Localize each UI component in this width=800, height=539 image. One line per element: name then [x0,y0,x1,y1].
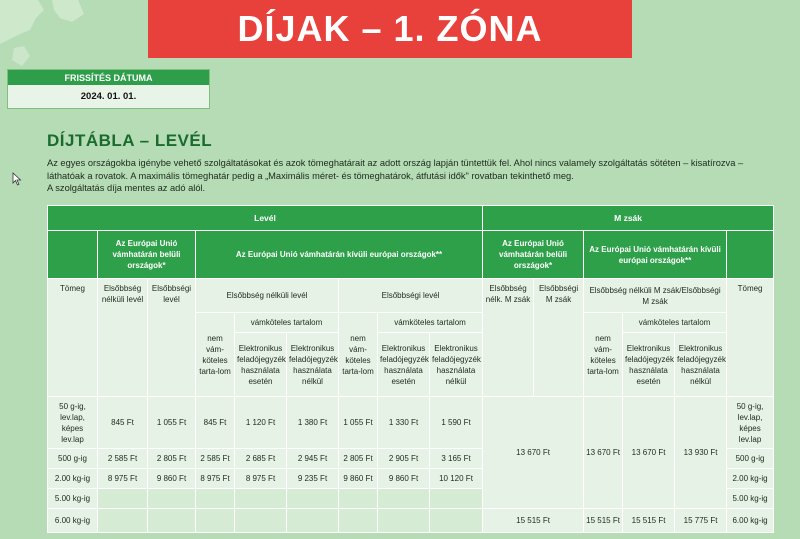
price-cell: 9 235 Ft [287,469,339,489]
price-cell: 845 Ft [196,397,235,449]
m-price-with-edoc-2: 15 515 Ft [623,509,675,533]
price-cell: 9 860 Ft [339,469,378,489]
page-title: DÍJAK – 1. ZÓNA [148,0,632,58]
header-m-eu-inner: Az Európai Unió vámhatárán belüli országok* [483,231,584,279]
empty-cell [196,489,235,509]
header-spacer [727,231,774,279]
price-cell: 1 330 Ft [378,397,430,449]
price-cell: 10 120 Ft [430,469,483,489]
group-priority: Elsőbbségi levél [339,279,483,313]
intro-line: Az egyes országokba igénybe vehető szolgáltatásokat és azok tömeghatárait az adott ország lapján tüntettük fel. Ahol nincs valamely szolgáltatás sötéten – kisatírozva – [47,158,744,168]
empty-cell [339,509,378,533]
price-cell: 2 585 Ft [98,449,148,469]
empty-cell [98,509,148,533]
m-price-noncustoms-1: 13 670 Ft [584,397,623,509]
col-non-customs: nem vám-köteles tarta-lom [584,313,623,397]
price-table [47,205,774,533]
world-map-decoration [0,0,110,70]
empty-cell [196,509,235,533]
price-cell: 8 975 Ft [235,469,287,489]
empty-cell [287,489,339,509]
price-cell: 1 055 Ft [339,397,378,449]
price-cell: 8 975 Ft [98,469,148,489]
header-eu-inner: Az Európai Unió vámhatárán belüli országok* [98,231,196,279]
price-cell: 2 805 Ft [339,449,378,469]
weight-cell: 50 g-ig, lev.lap, képes lev.lap [48,397,98,449]
empty-cell [287,509,339,533]
weight-cell-right: 5.00 kg-ig [727,489,774,509]
price-cell: 1 380 Ft [287,397,339,449]
mouse-pointer-icon [12,172,22,186]
col-non-customs: nem vám-köteles tarta-lom [339,313,378,397]
weight-cell: 6.00 kg-ig [48,509,98,533]
col-with-edoc: Elektronikus feladójegyzék használata esetén [378,333,430,397]
m-price-eu-2: 15 515 Ft [483,509,584,533]
empty-cell [98,489,148,509]
price-cell: 3 165 Ft [430,449,483,469]
empty-cell [235,489,287,509]
col-nonpriority: Elsőbbség nélküli levél [98,279,148,397]
price-cell: 1 120 Ft [235,397,287,449]
price-cell: 2 685 Ft [235,449,287,469]
update-date-value: 2024. 01. 01. [8,85,209,108]
col-m-priority: Elsőbbségi M zsák [534,279,584,397]
weight-cell: 500 g-ig [48,449,98,469]
header-spacer [48,231,98,279]
price-cell: 9 860 Ft [378,469,430,489]
section-title: DÍJTÁBLA – LEVÉL [47,131,213,150]
weight-cell-right: 2.00 kg-ig [727,469,774,489]
empty-cell [148,509,196,533]
m-price-eu-1: 13 670 Ft [483,397,584,509]
col-with-edoc: Elektronikus feladójegyzék használata esetén [235,333,287,397]
price-cell: 1 055 Ft [148,397,196,449]
header-m-eu-outer: Az Európai Unió vámhatárán kívüli európai országok** [584,231,727,279]
weight-cell: 2.00 kg-ig [48,469,98,489]
col-non-customs: nem vám-köteles tarta-lom [196,313,235,397]
col-m-nonpriority: Elsőbbség nélk. M zsák [483,279,534,397]
weight-cell-right: 500 g-ig [727,449,774,469]
price-cell: 2 585 Ft [196,449,235,469]
col-priority: Elsőbbségi levél [148,279,196,397]
weight-cell: 5.00 kg-ig [48,489,98,509]
header-m-bag: M zsák [483,206,774,231]
empty-cell [148,489,196,509]
intro-line: A szolgáltatás díja mentes az adó alól. [47,183,206,193]
group-customs: vámköteles tartalom [623,313,727,333]
price-cell: 2 805 Ft [148,449,196,469]
empty-cell [430,489,483,509]
price-cell: 1 590 Ft [430,397,483,449]
m-price-with-edoc-1: 13 670 Ft [623,397,675,509]
group-customs: vámköteles tartalom [378,313,483,333]
m-price-without-edoc-1: 13 930 Ft [675,397,727,509]
weight-cell-right: 6.00 kg-ig [727,509,774,533]
m-price-noncustoms-2: 15 515 Ft [584,509,623,533]
empty-cell [235,509,287,533]
col-weight-right: Tömeg [727,279,774,397]
intro-text [47,157,767,195]
empty-cell [378,489,430,509]
m-price-without-edoc-2: 15 775 Ft [675,509,727,533]
col-without-edoc: Elektronikus feladójegyzék használata nélkül [287,333,339,397]
weight-cell-right: 50 g-ig, lev.lap, képes lev.lap [727,397,774,449]
col-without-edoc: Elektronikus feladójegyzék használata nélkül [675,333,727,397]
price-cell: 9 860 Ft [148,469,196,489]
intro-line: láthatóak a rovatok. A maximális tömeghatár pedig a „Maximális méret- és tömeghatárok, átfutási idők" rovatban tekinthető meg. [47,170,574,181]
price-cell: 2 905 Ft [378,449,430,469]
group-customs: vámköteles tartalom [235,313,339,333]
header-letter: Levél [48,206,483,231]
empty-cell [339,489,378,509]
price-cell: 845 Ft [98,397,148,449]
price-cell: 2 945 Ft [287,449,339,469]
col-weight: Tömeg [48,279,98,397]
col-without-edoc: Elektronikus feladójegyzék használata nélkül [430,333,483,397]
empty-cell [378,509,430,533]
col-with-edoc: Elektronikus feladójegyzék használata esetén [623,333,675,397]
update-date-label: FRISSÍTÉS DÁTUMA [8,70,209,85]
header-eu-outer: Az Európai Unió vámhatárán kívüli európai országok** [196,231,483,279]
group-m-combined: Elsőbbség nélküli M zsák/Elsőbbségi M zsák [584,279,727,313]
update-date-box [7,69,210,109]
price-cell: 8 975 Ft [196,469,235,489]
empty-cell [430,509,483,533]
group-nonpriority: Elsőbbség nélküli levél [196,279,339,313]
